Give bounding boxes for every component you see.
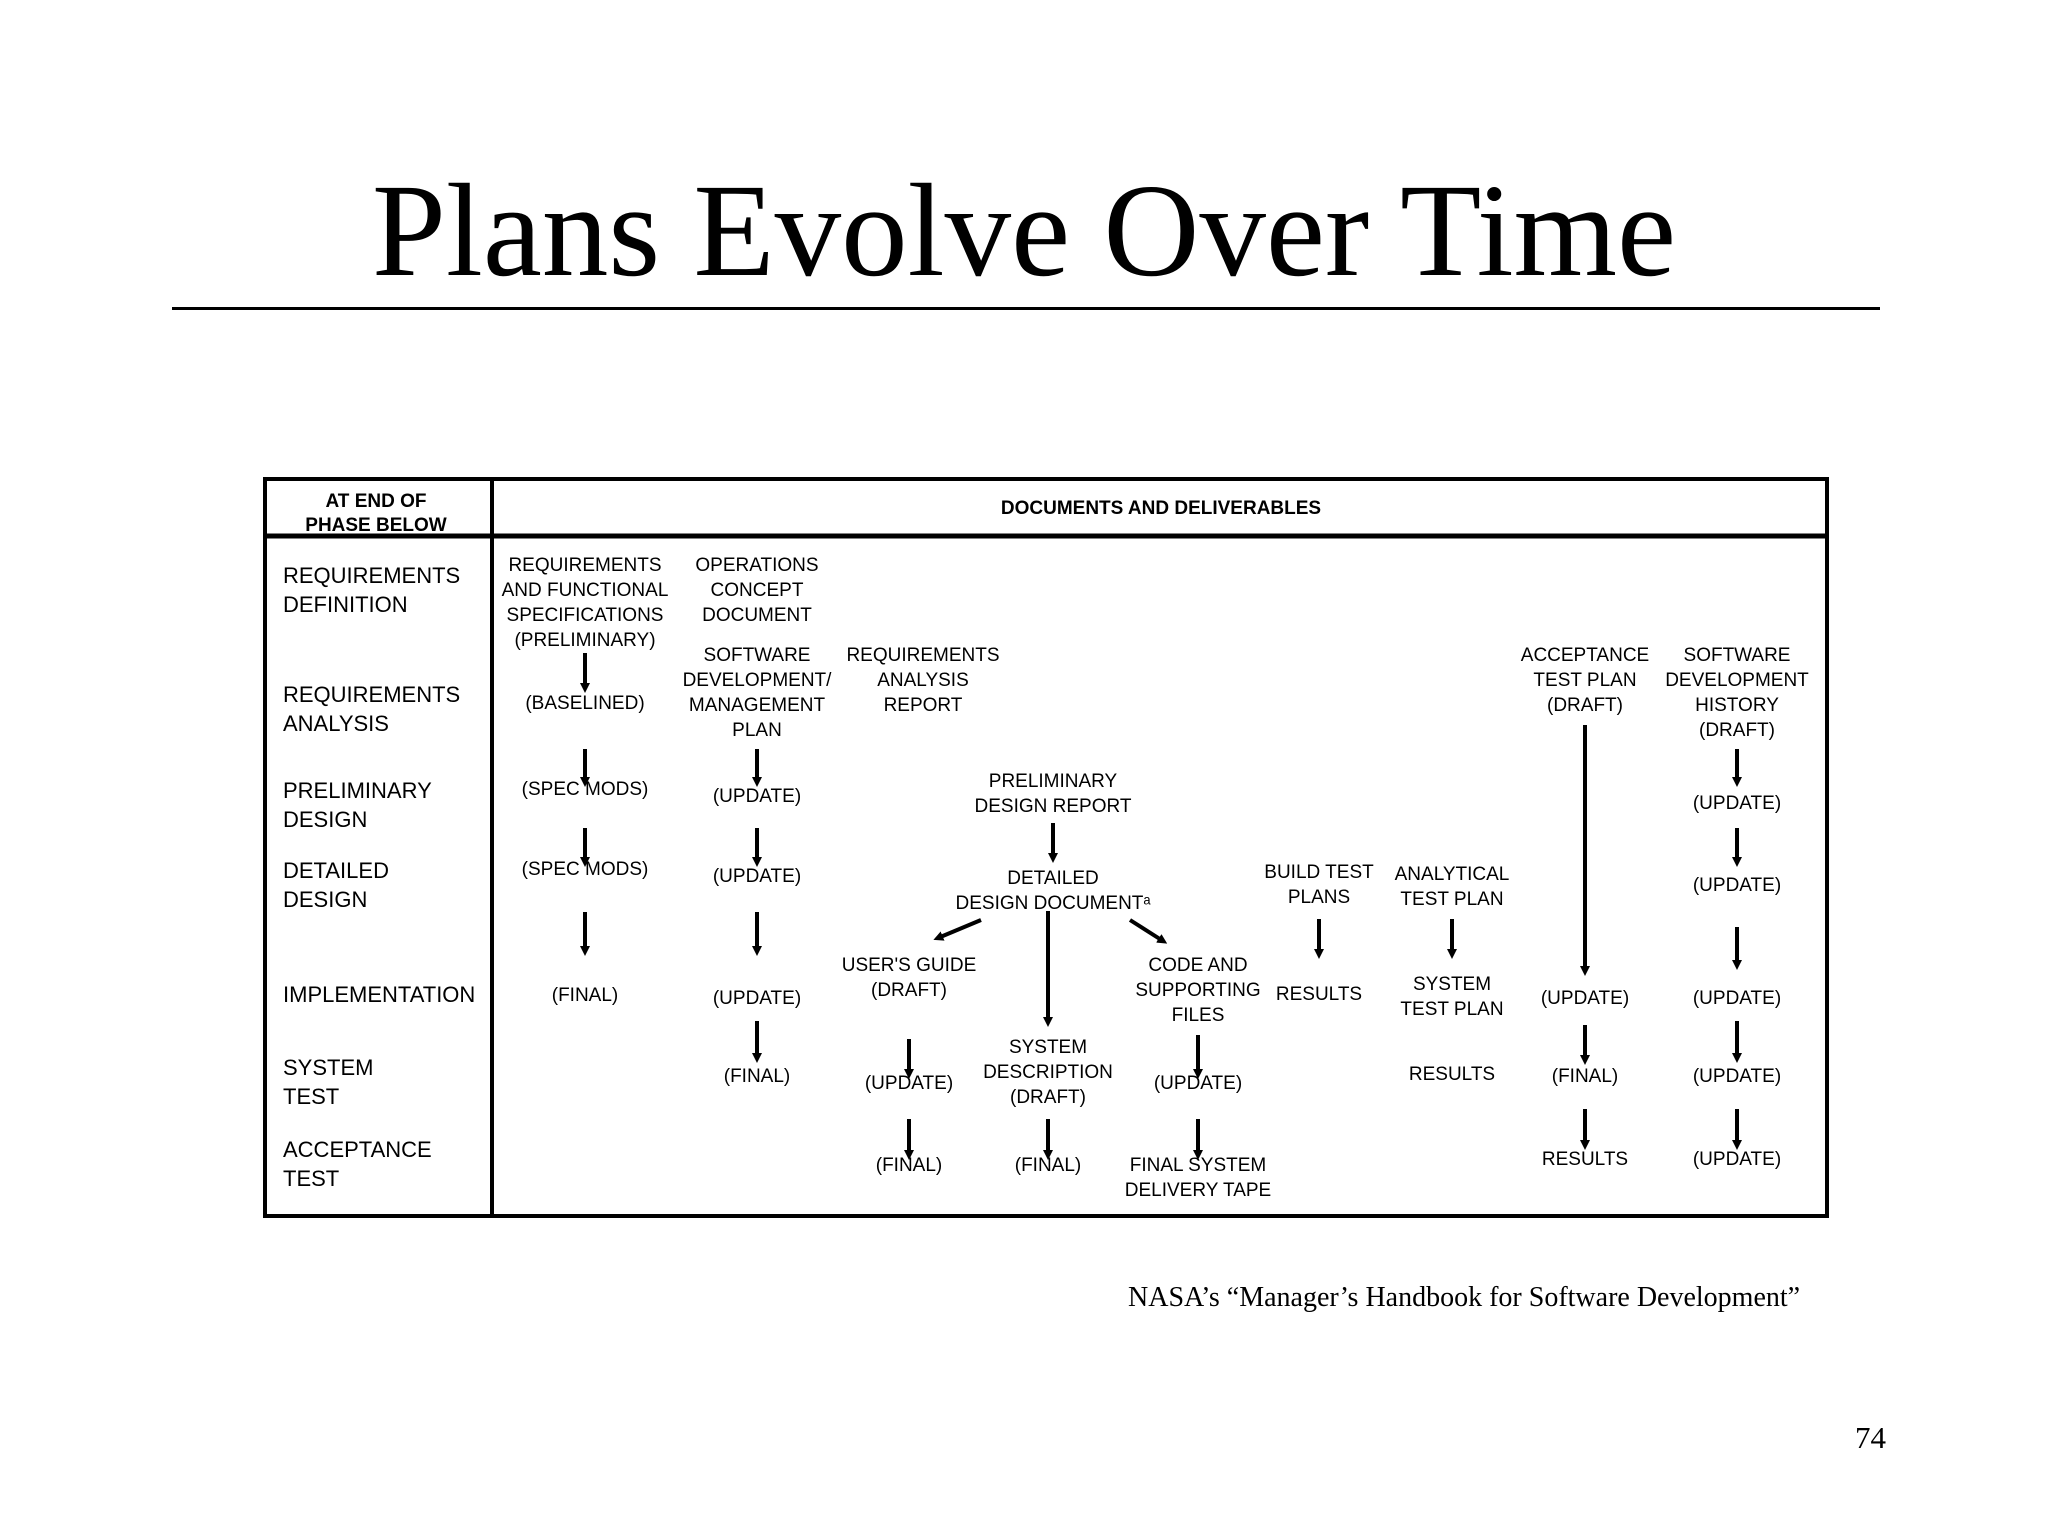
deliverable-label: (SPEC MODS) — [521, 859, 649, 880]
deliverable-label: SOFTWARE DEVELOPMENT/ MANAGEMENT PLAN — [682, 645, 832, 741]
deliverable-label: (UPDATE) — [712, 988, 802, 1009]
deliverable-label: (SPEC MODS) — [521, 779, 649, 800]
phase-label: IMPLEMENTATION — [283, 982, 476, 1007]
deliverable-label: (UPDATE) — [1692, 875, 1782, 896]
deliverable-label: ANALYTICAL TEST PLAN — [1394, 864, 1510, 910]
deliverable-label: SOFTWARE DEVELOPMENT HISTORY (DRAFT) — [1665, 645, 1809, 741]
phase-label: ACCEPTANCE TEST — [283, 1137, 432, 1191]
deliverable-label: RESULTS — [1408, 1064, 1496, 1085]
header-phase-label: AT END OF PHASE BELOW — [305, 491, 447, 536]
page-number: 74 — [1855, 1420, 1886, 1455]
deliverable-label: (BASELINED) — [525, 693, 645, 714]
deliverable-label: OPERATIONS CONCEPT DOCUMENT — [695, 555, 819, 626]
phase-label: REQUIREMENTS ANALYSIS — [283, 682, 461, 736]
deliverable-label: REQUIREMENTS AND FUNCTIONAL SPECIFICATIONS (PRELIMINARY) — [501, 555, 669, 651]
deliverable-label: RESULTS — [1541, 1149, 1629, 1170]
deliverable-label: CODE AND SUPPORTING FILES — [1135, 955, 1261, 1026]
deliverable-label: SYSTEM DESCRIPTION (DRAFT) — [983, 1037, 1113, 1108]
deliverable-label: SYSTEM TEST PLAN — [1400, 974, 1504, 1020]
deliverable-label: (UPDATE) — [1540, 988, 1630, 1009]
flow-arrow — [1130, 920, 1163, 941]
deliverable-label: (UPDATE) — [712, 786, 802, 807]
documents-deliverables-table — [263, 477, 1831, 1221]
deliverable-label: RESULTS — [1275, 984, 1363, 1005]
deliverable-label: (UPDATE) — [1692, 988, 1782, 1009]
phase-label: SYSTEM TEST — [283, 1055, 374, 1109]
deliverable-label: REQUIREMENTS ANALYSIS REPORT — [846, 645, 1000, 716]
deliverable-label: USER'S GUIDE (DRAFT) — [841, 955, 977, 1001]
phase-label: DETAILED DESIGN — [283, 858, 389, 912]
deliverable-label: (FINAL) — [723, 1066, 791, 1087]
deliverable-label: DETAILED DESIGN DOCUMENTᵃ — [955, 868, 1151, 914]
deliverable-label: (UPDATE) — [1692, 1149, 1782, 1170]
title-divider — [172, 307, 1880, 310]
deliverable-label: (UPDATE) — [1153, 1073, 1243, 1094]
phase-label: REQUIREMENTS DEFINITION — [283, 563, 461, 617]
deliverable-label: PRELIMINARY DESIGN REPORT — [974, 771, 1132, 817]
phase-label: PRELIMINARY DESIGN — [283, 778, 432, 832]
deliverable-label: (UPDATE) — [1692, 1066, 1782, 1087]
deliverable-label: (UPDATE) — [864, 1073, 954, 1094]
slide-title: Plans Evolve Over Time — [371, 156, 1677, 304]
source-citation: NASA’s “Manager’s Handbook for Software Development” — [1128, 1282, 1801, 1313]
header-documents-label: DOCUMENTS AND DELIVERABLES — [1000, 498, 1322, 519]
deliverable-label: ACCEPTANCE TEST PLAN (DRAFT) — [1520, 645, 1650, 716]
deliverable-label: (UPDATE) — [1692, 793, 1782, 814]
deliverable-label: BUILD TEST PLANS — [1264, 862, 1374, 908]
deliverable-label: (FINAL) — [1014, 1155, 1082, 1176]
deliverable-label: (FINAL) — [551, 985, 619, 1006]
deliverable-label: (FINAL) — [875, 1155, 943, 1176]
deliverable-label: FINAL SYSTEM DELIVERY TAPE — [1124, 1155, 1272, 1201]
deliverable-label: (FINAL) — [1551, 1066, 1619, 1087]
flow-arrow — [938, 920, 981, 938]
deliverable-label: (UPDATE) — [712, 866, 802, 887]
